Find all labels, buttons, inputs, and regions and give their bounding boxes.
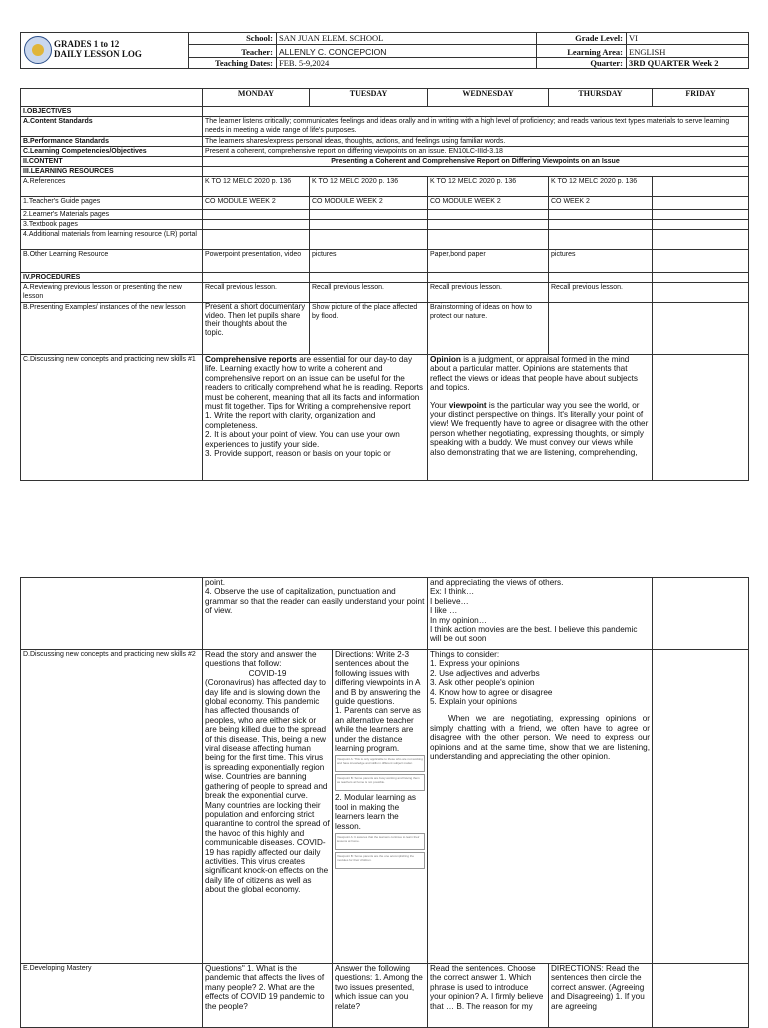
dates-label: Teaching Dates: bbox=[189, 58, 277, 69]
teacher-label: Teacher: bbox=[189, 45, 277, 58]
mastery-label: E.Developing Mastery bbox=[21, 964, 203, 1028]
teacher-value: ALLENLY C. CONCEPCION bbox=[277, 45, 537, 58]
discuss1-monday-text: Comprehensive reports are essential for our day-to day life. Learning exactly how to write a coherent and comprehensive report on an issue can be useful for the readers to critically comprehend what he is reading. Reports must be coherent, meaning that all its facts and information must fit together. Tips for Writing a comprehensive report 1. Write the report with clarity, organization and completeness. 2. It is about your point of view. You can use your own experiences to justify your side. 3. Provide support, reason or basis on your topic or bbox=[203, 355, 428, 481]
references-thu: K TO 12 MELC 2020 p. 136 bbox=[549, 177, 653, 197]
other-resources-label: B.Other Learning Resource bbox=[21, 250, 203, 273]
viewpoint-b-box-2: Viewpoint B: Some parents are the one accomplishing the modules for their children. bbox=[335, 852, 425, 869]
performance-text: The learners shares/express personal ideas, thoughts, actions, and feelings using familiar words. bbox=[203, 137, 749, 147]
other-thu: pictures bbox=[549, 250, 653, 273]
other-mon: Powerpoint presentation, video bbox=[203, 250, 310, 273]
tg-label: 1.Teacher's Guide pages bbox=[21, 197, 203, 210]
tg-wed: CO MODULE WEEK 2 bbox=[428, 197, 549, 210]
discuss1-monday-continued: point. 4. Observe the use of capitalization, punctuation and grammar so that the reader can easily understand your point of view. bbox=[203, 578, 428, 650]
lr-portal-label: 4.Additional materials from learning resource (LR) portal bbox=[21, 230, 203, 250]
discuss1-wednesday-text: Opinion is a judgment, or appraisal formed in the mind about a particular matter. Opinions are statements that reflect the views or ideas that people have about subjects and topics. Your viewpoint is the particular way you see the world, or your distinct perspective on things. It's literally your point of view! We frequently have to agree or disagree with the other person whether negotiating, expressing thoughts, or simply speaking with a buddy. We must convey our views while also demonstrating that we are listening, comprehending, bbox=[428, 355, 653, 481]
procedures-heading: IV.PROCEDURES bbox=[21, 273, 203, 283]
story-title: COVID-19 bbox=[248, 668, 287, 678]
competencies-label: C.Learning Competencies/Objectives bbox=[21, 147, 203, 157]
references-tue: K TO 12 MELC 2020 p. 136 bbox=[310, 177, 428, 197]
discuss2-wednesday: Things to consider: 1. Express your opinions 2. Use adjectives and adverbs 3. Ask other people's opinion 4. Know how to agree or disagree 5. Explain your opinions When we are negotiating, expressing opinions or simply chatting with a friend, we often have to agree or disagree with the other person. We need to express our opinions and at the same time, show that we are listening, understanding and appreciating the other opinion. bbox=[428, 650, 653, 964]
content-standards-text: The learner listens critically; communicates feelings and ideas orally and in writing with a high level of proficiency; and reads various text types materials to serve learning needs in meeting a wide range of life's purposes. bbox=[203, 117, 749, 137]
day-thursday: THURSDAY bbox=[549, 89, 653, 107]
day-tuesday: TUESDAY bbox=[310, 89, 428, 107]
competencies-text: Present a coherent, comprehensive report on differing viewpoints on an issue. EN10LC-IIId-3.18 bbox=[203, 147, 749, 157]
references-mon: K TO 12 MELC 2020 p. 136 bbox=[203, 177, 310, 197]
quarter-value: 3RD QUARTER Week 2 bbox=[627, 58, 749, 69]
grade-label: Grade Level: bbox=[537, 33, 627, 45]
header-table bbox=[20, 32, 749, 69]
content-text: Presenting a Coherent and Comprehensive Report on Differing Viewpoints on an Issue bbox=[203, 157, 749, 167]
day-wednesday: WEDNESDAY bbox=[428, 89, 549, 107]
tg-mon: CO MODULE WEEK 2 bbox=[203, 197, 310, 210]
discuss2-monday-story: Read the story and answer the questions that follow: COVID-19 (Coronavirus) has affected day to day life and is slowing down the global economy. This pandemic has affected thousands of peoples, who are either sick or are being killed due to the spread of this disease. This, being a new viral disease affecting human being for the first time. This virus is spreading exponentially region wise. Countries are banning gathering of people to spread and break the exponential curve. Many countries are locking their population and enforcing strict quarantine to control the spread of the havoc of this highly and communicable diseases. COVID-19 has rapidly affected our daily activities. This virus creates significant knock-on effects on the daily life of citizens as well as about the global economy. bbox=[203, 650, 333, 964]
discuss1-wednesday-continued: and appreciating the views of others. Ex: I think… I believe… I like … In my opinion… I think action movies are the best. I believe this pandemic will be out soon bbox=[428, 578, 653, 650]
deped-seal-icon bbox=[24, 36, 52, 64]
tg-thu: CO WEEK 2 bbox=[549, 197, 653, 210]
mastery-thu: DIRECTIONS: Read the sentences then circle the correct answer. (Agreeing and Disagreeing) 1. If you are agreeing bbox=[549, 964, 653, 1028]
viewpoint-a-box: Viewpoint A: This is only applicable to those who are not working and have knowledge and skills in different subject matter. bbox=[335, 755, 425, 772]
quarter-label: Quarter: bbox=[537, 58, 627, 69]
content-heading: II.CONTENT bbox=[21, 157, 203, 167]
day-friday: FRIDAY bbox=[653, 89, 749, 107]
other-wed: Paper,bond paper bbox=[428, 250, 549, 273]
presenting-tue: Show picture of the place affected by flood. bbox=[310, 303, 428, 355]
lesson-table-page1 bbox=[20, 88, 749, 481]
review-mon: Recall previous lesson. bbox=[203, 283, 310, 303]
presenting-wed: Brainstorming of ideas on how to protect our nature. bbox=[428, 303, 549, 355]
discuss1-label: C.Discussing new concepts and practicing new skills #1 bbox=[21, 355, 203, 481]
review-thu: Recall previous lesson. bbox=[549, 283, 653, 303]
other-tue: pictures bbox=[310, 250, 428, 273]
review-tue: Recall previous lesson. bbox=[310, 283, 428, 303]
objectives-heading: I.OBJECTIVES bbox=[21, 107, 203, 117]
mastery-wed: Read the sentences. Choose the correct answer 1. Which phrase is used to introduce your opinion? A. I firmly believe that … B. The reason for my bbox=[428, 964, 549, 1028]
logo-cell bbox=[21, 33, 189, 69]
mastery-mon: Questions" 1. What is the pandemic that affects the lives of many people? 2. What are the effects of COVID 19 pandemic to the people? bbox=[203, 964, 333, 1028]
performance-label: B.Performance Standards bbox=[21, 137, 203, 147]
area-label: Learning Area: bbox=[537, 45, 627, 58]
corner-cell bbox=[21, 89, 203, 107]
school-label: School: bbox=[189, 33, 277, 45]
content-standards-label: A.Content Standards bbox=[21, 117, 203, 137]
day-monday: MONDAY bbox=[203, 89, 310, 107]
review-wed: Recall previous lesson. bbox=[428, 283, 549, 303]
lm-label: 2.Learner's Materials pages bbox=[21, 210, 203, 220]
grade-value: VI bbox=[627, 33, 749, 45]
dates-value: FEB. 5-9,2024 bbox=[277, 58, 537, 69]
presenting-mon: Present a short documentary video. Then let pupils share their thoughts about the topic. bbox=[203, 303, 310, 355]
discuss2-label: D.Discussing new concepts and practicing new skills #2 bbox=[21, 650, 203, 964]
lesson-table-page2 bbox=[20, 577, 749, 1028]
references-label: A.References bbox=[21, 177, 203, 197]
discuss2-tuesday: Directions: Write 2-3 sentences about the following issues with differing viewpoints in A and B by answering the guide questions. 1. Parents can serve as an alternative teacher while the learners are under the distance learning program. Viewpoint A: This is only applicable to those who are not working and have knowledge and skills in different subject matter. Viewpoint B: Some parents are busy working and having them as teachers at home is not possible. 2. Modular learning as tool in making the learners learn the lesson. Viewpoint A: It assures that the learners continue to learn their lessons at home. Viewpoint B: Some parents are the one accomplishing the modules for their children. bbox=[333, 650, 428, 964]
viewpoint-b-box: Viewpoint B: Some parents are busy working and having them as teachers at home is not possible. bbox=[335, 774, 425, 791]
tg-tue: CO MODULE WEEK 2 bbox=[310, 197, 428, 210]
school-value: SAN JUAN ELEM. SCHOOL bbox=[277, 33, 537, 45]
presenting-label: B.Presenting Examples/ instances of the new lesson bbox=[21, 303, 203, 355]
resources-heading: III.LEARNING RESOURCES bbox=[21, 167, 203, 177]
mastery-tue: Answer the following questions: 1. Among the two issues presented, which issue can you relate? bbox=[333, 964, 428, 1028]
references-wed: K TO 12 MELC 2020 p. 136 bbox=[428, 177, 549, 197]
viewpoint-a-box-2: Viewpoint A: It assures that the learners continue to learn their lessons at home. bbox=[335, 833, 425, 850]
log-title: GRADES 1 to 12 DAILY LESSON LOG bbox=[54, 38, 142, 59]
presenting-thu bbox=[549, 303, 653, 355]
textbook-label: 3.Textbook pages bbox=[21, 220, 203, 230]
review-label: A.Reviewing previous lesson or presenting the new lesson bbox=[21, 283, 203, 303]
area-value: ENGLISH bbox=[627, 45, 749, 58]
